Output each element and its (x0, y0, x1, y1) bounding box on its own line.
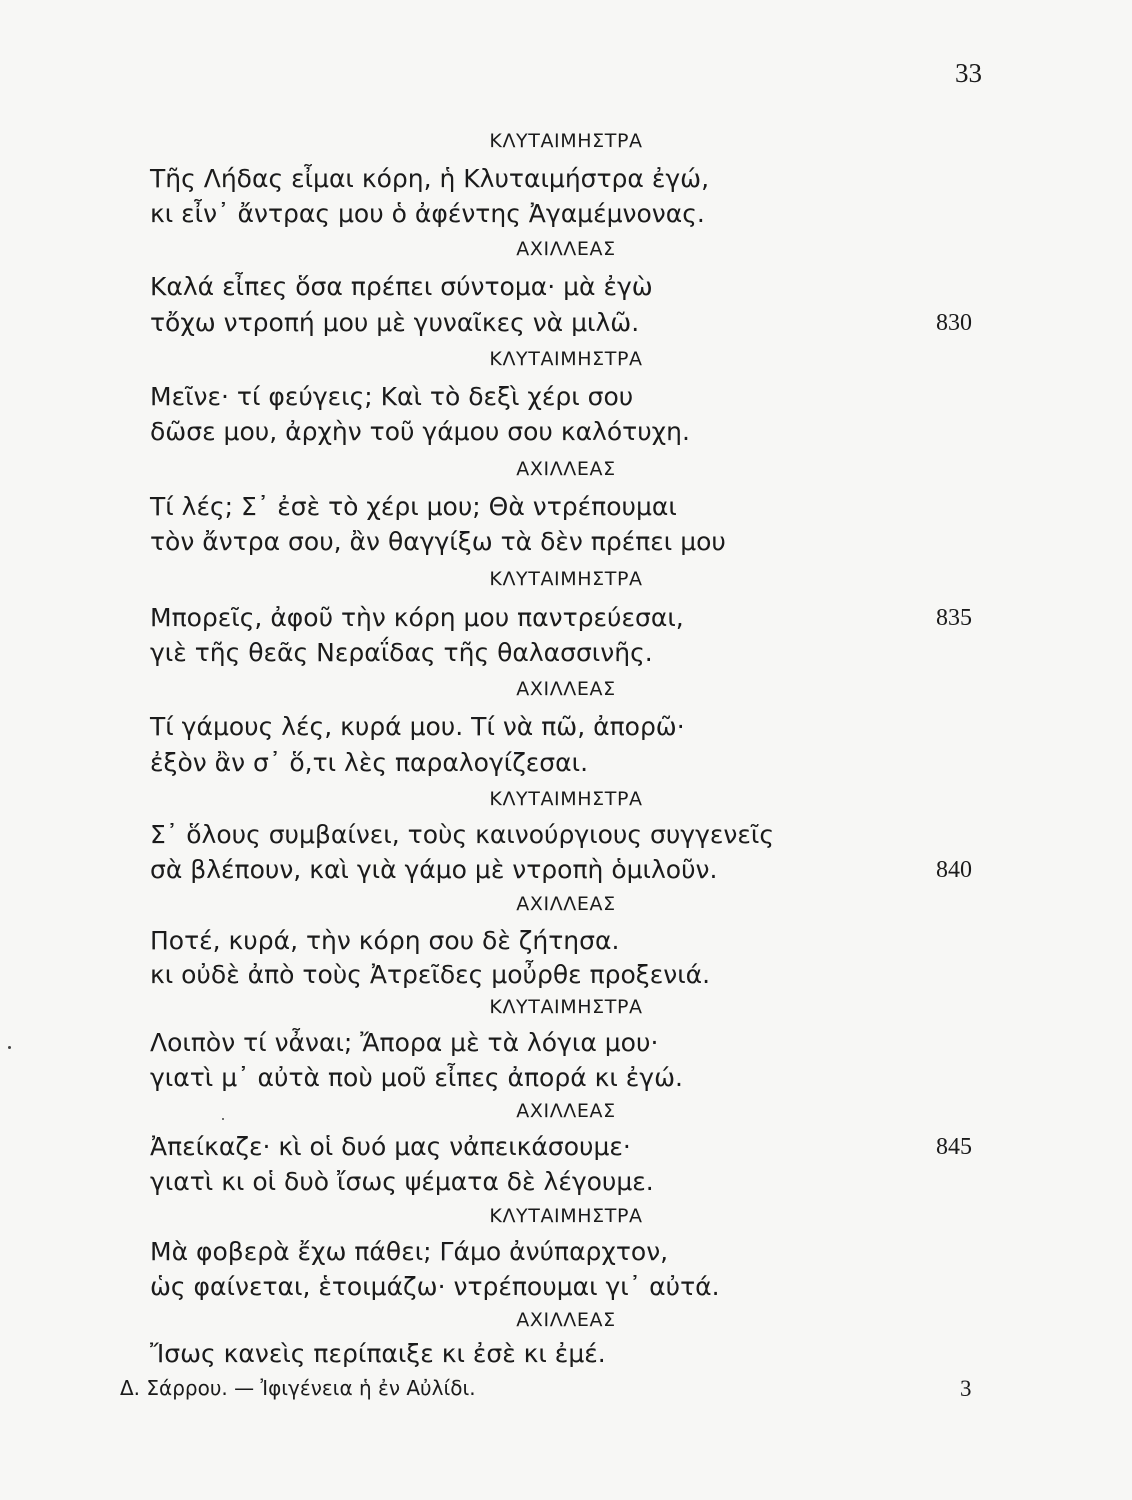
verse-line: δῶσε μου, ἀρχὴν τοῦ γάμου σου καλότυχη. (150, 417, 690, 446)
verse-line: Τί λές; Σ᾽ ἐσὲ τὸ χέρι μου; Θὰ ντρέπουμαι (150, 492, 677, 521)
line-number: 845 (936, 1134, 972, 1160)
line-number: 830 (936, 310, 972, 336)
speaker-heading: ΚΛΥΤΑΙΜΗΣΤΡΑ (489, 348, 643, 370)
speaker-heading: ΚΛΥΤΑΙΜΗΣΤΡΑ (489, 1205, 643, 1227)
verse-line: Λοιπὸν τί νἆναι; Ἄπορα μὲ τὰ λόγια μου· (150, 1028, 659, 1057)
line-number: 835 (936, 605, 972, 631)
print-speck (222, 1118, 224, 1120)
speaker-heading: ΑΧΙΛΛΕΑΣ (516, 1309, 616, 1331)
verse-line: ὡς φαίνεται, ἑτοιμάζω· ντρέπουμαι γι᾽ αὐτά. (150, 1272, 720, 1301)
verse-line: Τῆς Λήδας εἶμαι κόρη, ἡ Κλυταιμήστρα ἐγώ, (150, 164, 710, 193)
signature-mark: 3 (960, 1376, 972, 1401)
speaker-heading: ΑΧΙΛΛΕΑΣ (516, 238, 616, 260)
verse-line: ἐξὸν ἂν σ᾽ ὅ,τι λὲς παραλογίζεσαι. (150, 748, 589, 777)
verse-line: Μεῖνε· τί φεύγεις; Καὶ τὸ δεξὶ χέρι σου (150, 382, 634, 411)
verse-line: Ποτέ, κυρά, τὴν κόρη σου δὲ ζήτησα. (150, 926, 620, 955)
verse-line: τὸν ἄντρα σου, ἂν θαγγίξω τὰ δὲν πρέπει μου (150, 527, 726, 556)
verse-line: Τί γάμους λές, κυρά μου. Τί νὰ πῶ, ἀπορῶ· (150, 712, 685, 741)
verse-line: γιατὶ μ᾽ αὐτὰ ποὺ μοῦ εἶπες ἀπορά κι ἐγώ. (150, 1063, 683, 1092)
footer-title: Δ. Σάρρου. — Ἰφιγένεια ἡ ἐν Αὐλίδι. (120, 1376, 476, 1400)
verse-line: Ἴσως κανεὶς περίπαιξε κι ἐσὲ κι ἐμέ. (150, 1339, 606, 1368)
speaker-heading: ΚΛΥΤΑΙΜΗΣΤΡΑ (489, 996, 643, 1018)
verse-line: Ἀπείκαζε· κὶ οἱ δυό μας νἀπεικάσουμε· (150, 1132, 631, 1161)
verse-line: Μπορεῖς, ἀφοῦ τὴν κόρη μου παντρεύεσαι, (150, 603, 684, 632)
speaker-heading: ΚΛΥΤΑΙΜΗΣΤΡΑ (489, 130, 643, 152)
verse-line: τὄχω ντροπή μου μὲ γυναῖκες νὰ μιλῶ. (150, 308, 640, 337)
verse-line: κι εἶν᾽ ἄντρας μου ὁ ἀφέντης Ἀγαμέμνονας. (150, 199, 705, 228)
verse-line: Καλά εἶπες ὅσα πρέπει σύντομα· μὰ ἐγὼ (150, 272, 653, 301)
line-number: 840 (936, 857, 972, 883)
speaker-heading: ΚΛΥΤΑΙΜΗΣΤΡΑ (489, 788, 643, 810)
print-speck (8, 1046, 11, 1049)
verse-line: γιὲ τῆς θεᾶς Νεραΐδας τῆς θαλασσινῆς. (150, 638, 653, 667)
verse-line: κι οὐδὲ ἀπὸ τοὺς Ἀτρεῖδες μοὖρθε προξενιά. (150, 960, 711, 989)
speaker-heading: ΑΧΙΛΛΕΑΣ (516, 1100, 616, 1122)
speaker-heading: ΚΛΥΤΑΙΜΗΣΤΡΑ (489, 568, 643, 590)
speaker-heading: ΑΧΙΛΛΕΑΣ (516, 678, 616, 700)
verse-line: σὰ βλέπουν, καὶ γιὰ γάμο μὲ ντροπὴ ὁμιλοῦν. (150, 855, 718, 884)
speaker-heading: ΑΧΙΛΛΕΑΣ (516, 893, 616, 915)
speaker-heading: ΑΧΙΛΛΕΑΣ (516, 458, 616, 480)
page-number: 33 (955, 58, 982, 88)
verse-line: Μὰ φοβερὰ ἔχω πάθει; Γάμο ἀνύπαρχτον, (150, 1237, 669, 1266)
verse-line: γιατὶ κι οἱ δυὸ ἴσως ψέματα δὲ λέγουμε. (150, 1167, 654, 1196)
verse-line: Σ᾽ ὅλους συμβαίνει, τοὺς καινούργιους συγγενεῖς (150, 820, 775, 849)
